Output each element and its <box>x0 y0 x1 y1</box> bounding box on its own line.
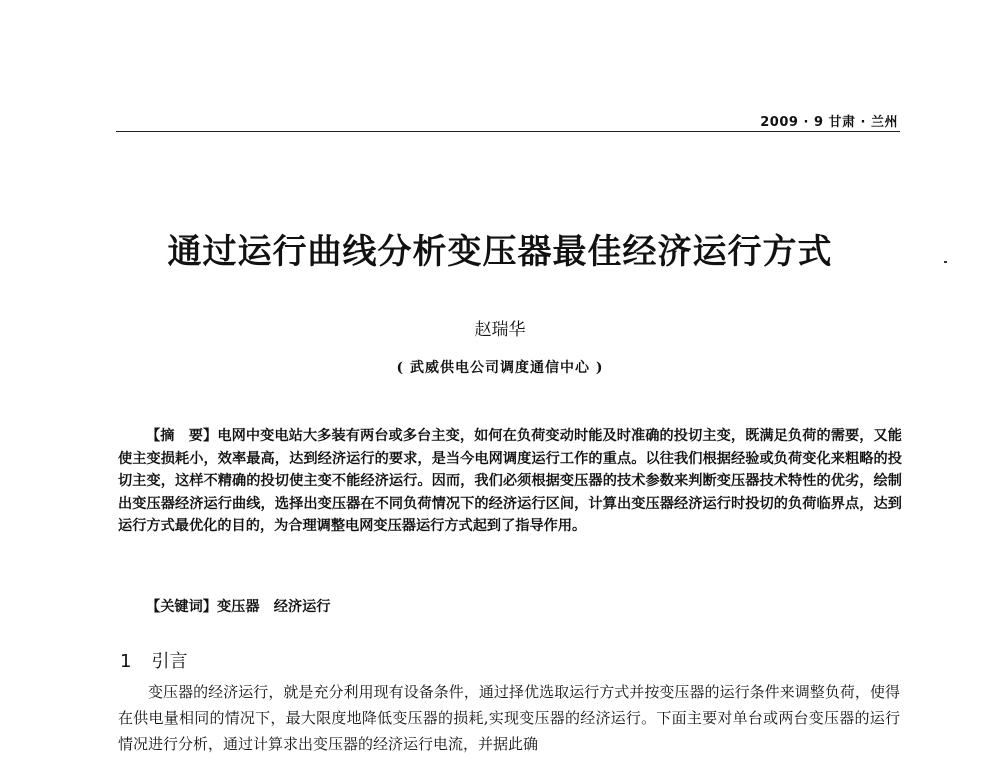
author-affiliation: ( 武威供电公司调度通信中心 ) <box>396 360 604 376</box>
abstract-text: 电网中变电站大多装有两台或多台主变，如何在负荷变动时能及时准确的投切主变，既满足负荷的需要，又能使主变损耗小，效率最高，达到经济运行的要求，是当今电网调度运行工作的重点。以往我们根据经验或负荷变化来粗略的投切主变，这样不精确的投切使主变不能经济运行。因而，我们必须根据变压器的技术参数来判断变压器技术特性的优劣，绘制出变压器经济运行曲线，选择出变压器在不同负荷情况下的经济运行区间，计算出变压器经济运行时投切的负荷临界点，达到运行方式最优化的目的，为合理调整电网变压器运行方式起到了指导作用。 <box>118 428 902 534</box>
keywords-items: 变压器 经济运行 <box>216 599 331 615</box>
body-paragraph: 变压器的经济运行，就是充分利用现有设备条件，通过择优选取运行方式并按变压器的运行条件来调整负荷，使得在供电量相同的情况下，最大限度地降低变压器的损耗,实现变压器的经济运行。下面主要对单台或两台变压器的运行情况进行分析，通过计算求出变压器的经济运行电流，并据此确 <box>118 683 900 753</box>
section-heading <box>120 647 187 673</box>
author-name: 赵瑞华 <box>474 320 526 340</box>
section-title: 引言 <box>151 651 188 672</box>
header-rule <box>116 131 900 132</box>
keywords <box>146 596 330 616</box>
abstract <box>118 425 902 538</box>
running-head: 2009 · 9 甘肃 · 兰州 <box>760 115 898 130</box>
abstract-label: 【摘 要】 <box>146 428 218 444</box>
keywords-label: 【关键词】 <box>146 599 217 615</box>
paper-title: 通过运行曲线分析变压器最佳经济运行方式 <box>167 232 833 272</box>
section-number: 1 <box>120 651 132 672</box>
